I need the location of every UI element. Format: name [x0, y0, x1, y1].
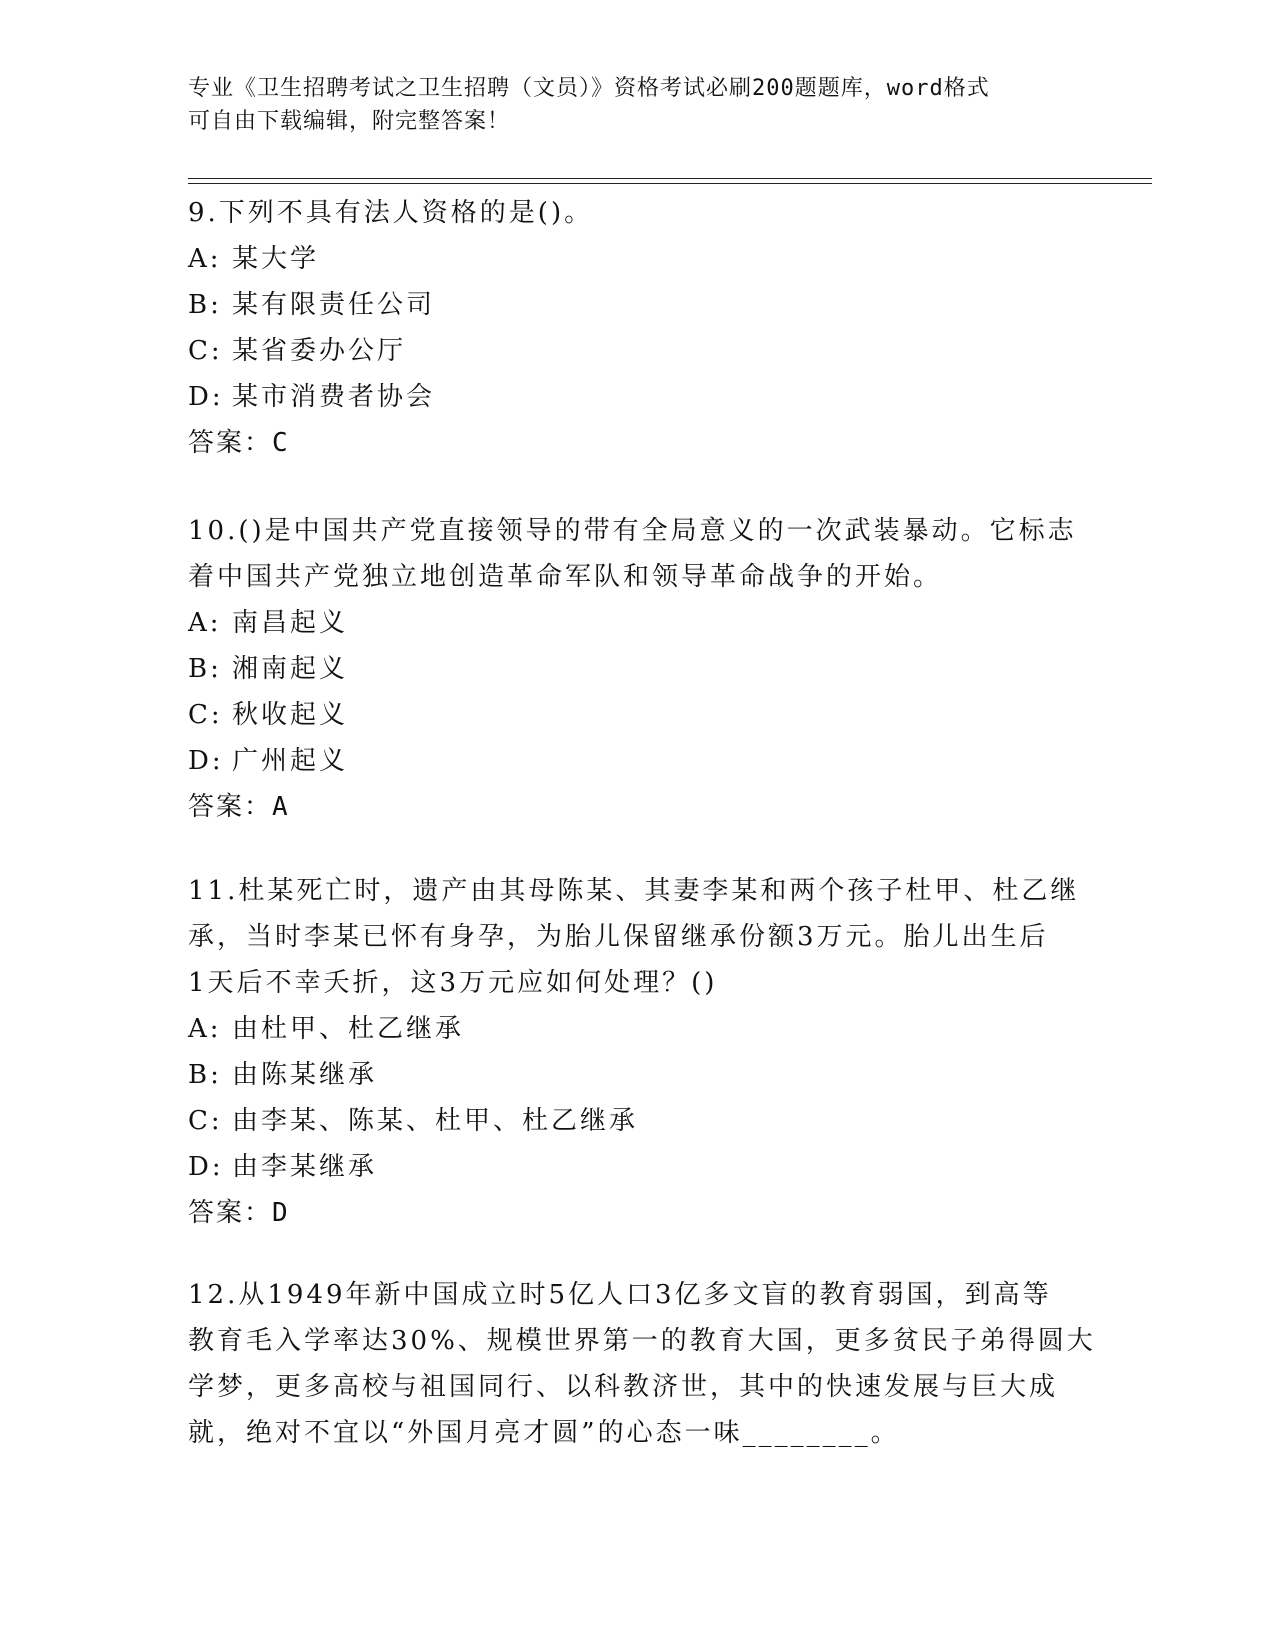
question-stem-line: 11.杜某死亡时，遗产由其母陈某、其妻李某和两个孩子杜甲、杜乙继	[188, 876, 1080, 906]
option-b	[188, 282, 1078, 328]
answer-value: D	[272, 1198, 290, 1228]
option-key: C:	[188, 336, 223, 366]
question-stem-line: 12.从1949年新中国成立时5亿人口3亿多文盲的教育弱国，到高等	[188, 1280, 1052, 1310]
option-text: 广州起义	[232, 746, 349, 776]
option-a	[188, 600, 1078, 646]
question-12	[188, 1272, 1096, 1456]
question-stem-line: 承，当时李某已怀有身孕，为胎儿保留继承份额3万元。胎儿出生后	[188, 922, 1049, 952]
option-key: A:	[188, 244, 222, 274]
question-9	[188, 190, 1078, 466]
option-text: 某有限责任公司	[232, 290, 436, 320]
question-stem-line: 学梦，更多高校与祖国同行、以科教济世，其中的快速发展与巨大成	[188, 1372, 1059, 1402]
option-key: D:	[188, 1152, 224, 1182]
header-divider-bottom	[188, 183, 1152, 184]
option-text: 湘南起义	[232, 654, 349, 684]
option-d	[188, 1144, 1078, 1190]
header-divider-top	[188, 178, 1152, 179]
answer-line	[188, 784, 1078, 830]
option-a	[188, 236, 1078, 282]
answer-label: 答案：	[188, 428, 273, 458]
option-key: C:	[188, 1106, 223, 1136]
option-text: 某市消费者协会	[232, 382, 436, 412]
option-text: 由李某继承	[232, 1152, 378, 1182]
option-d	[188, 374, 1078, 420]
question-11	[188, 868, 1078, 1236]
answer-label: 答案：	[188, 1198, 273, 1228]
option-c	[188, 692, 1078, 738]
question-stem-line: 9.下列不具有法人资格的是()。	[188, 198, 594, 228]
answer-value: C	[272, 428, 290, 458]
option-key: B:	[188, 290, 222, 320]
header-line-2: 可自由下载编辑，附完整答案！	[188, 109, 511, 134]
option-text: 某省委办公厅	[232, 336, 407, 366]
header-line-1: 专业《卫生招聘考试之卫生招聘（文员）》资格考试必刷200题题库，word格式	[188, 76, 990, 101]
question-stem-line: 教育毛入学率达30%、规模世界第一的教育大国，更多贫民子弟得圆大	[188, 1326, 1096, 1356]
answer-value: A	[272, 792, 290, 822]
option-key: B:	[188, 1060, 222, 1090]
document-header	[188, 72, 1088, 138]
answer-line	[188, 420, 1078, 466]
option-b	[188, 646, 1078, 692]
option-c	[188, 328, 1078, 374]
option-key: B:	[188, 654, 222, 684]
option-text: 由陈某继承	[232, 1060, 378, 1090]
option-text: 由杜甲、杜乙继承	[232, 1014, 465, 1044]
option-text: 秋收起义	[232, 700, 349, 730]
option-key: C:	[188, 700, 223, 730]
option-text: 由李某、陈某、杜甲、杜乙继承	[232, 1106, 639, 1136]
option-c	[188, 1098, 1078, 1144]
option-key: A:	[188, 1014, 222, 1044]
question-stem-line: 10.()是中国共产党直接领导的带有全局意义的一次武装暴动。它标志	[188, 516, 1077, 546]
option-text: 某大学	[232, 244, 320, 274]
option-key: D:	[188, 382, 224, 412]
option-key: A:	[188, 608, 222, 638]
question-10	[188, 508, 1078, 830]
answer-label: 答案：	[188, 792, 273, 822]
question-stem-line: 1天后不幸夭折，这3万元应如何处理？()	[188, 968, 718, 998]
option-a	[188, 1006, 1078, 1052]
option-d	[188, 738, 1078, 784]
answer-line	[188, 1190, 1078, 1236]
option-key: D:	[188, 746, 224, 776]
question-stem-line: 就，绝对不宜以“外国月亮才圆”的心态一味________。	[188, 1418, 900, 1448]
question-stem-line: 着中国共产党独立地创造革命军队和领导革命战争的开始。	[188, 562, 943, 592]
option-b	[188, 1052, 1078, 1098]
option-text: 南昌起义	[232, 608, 349, 638]
